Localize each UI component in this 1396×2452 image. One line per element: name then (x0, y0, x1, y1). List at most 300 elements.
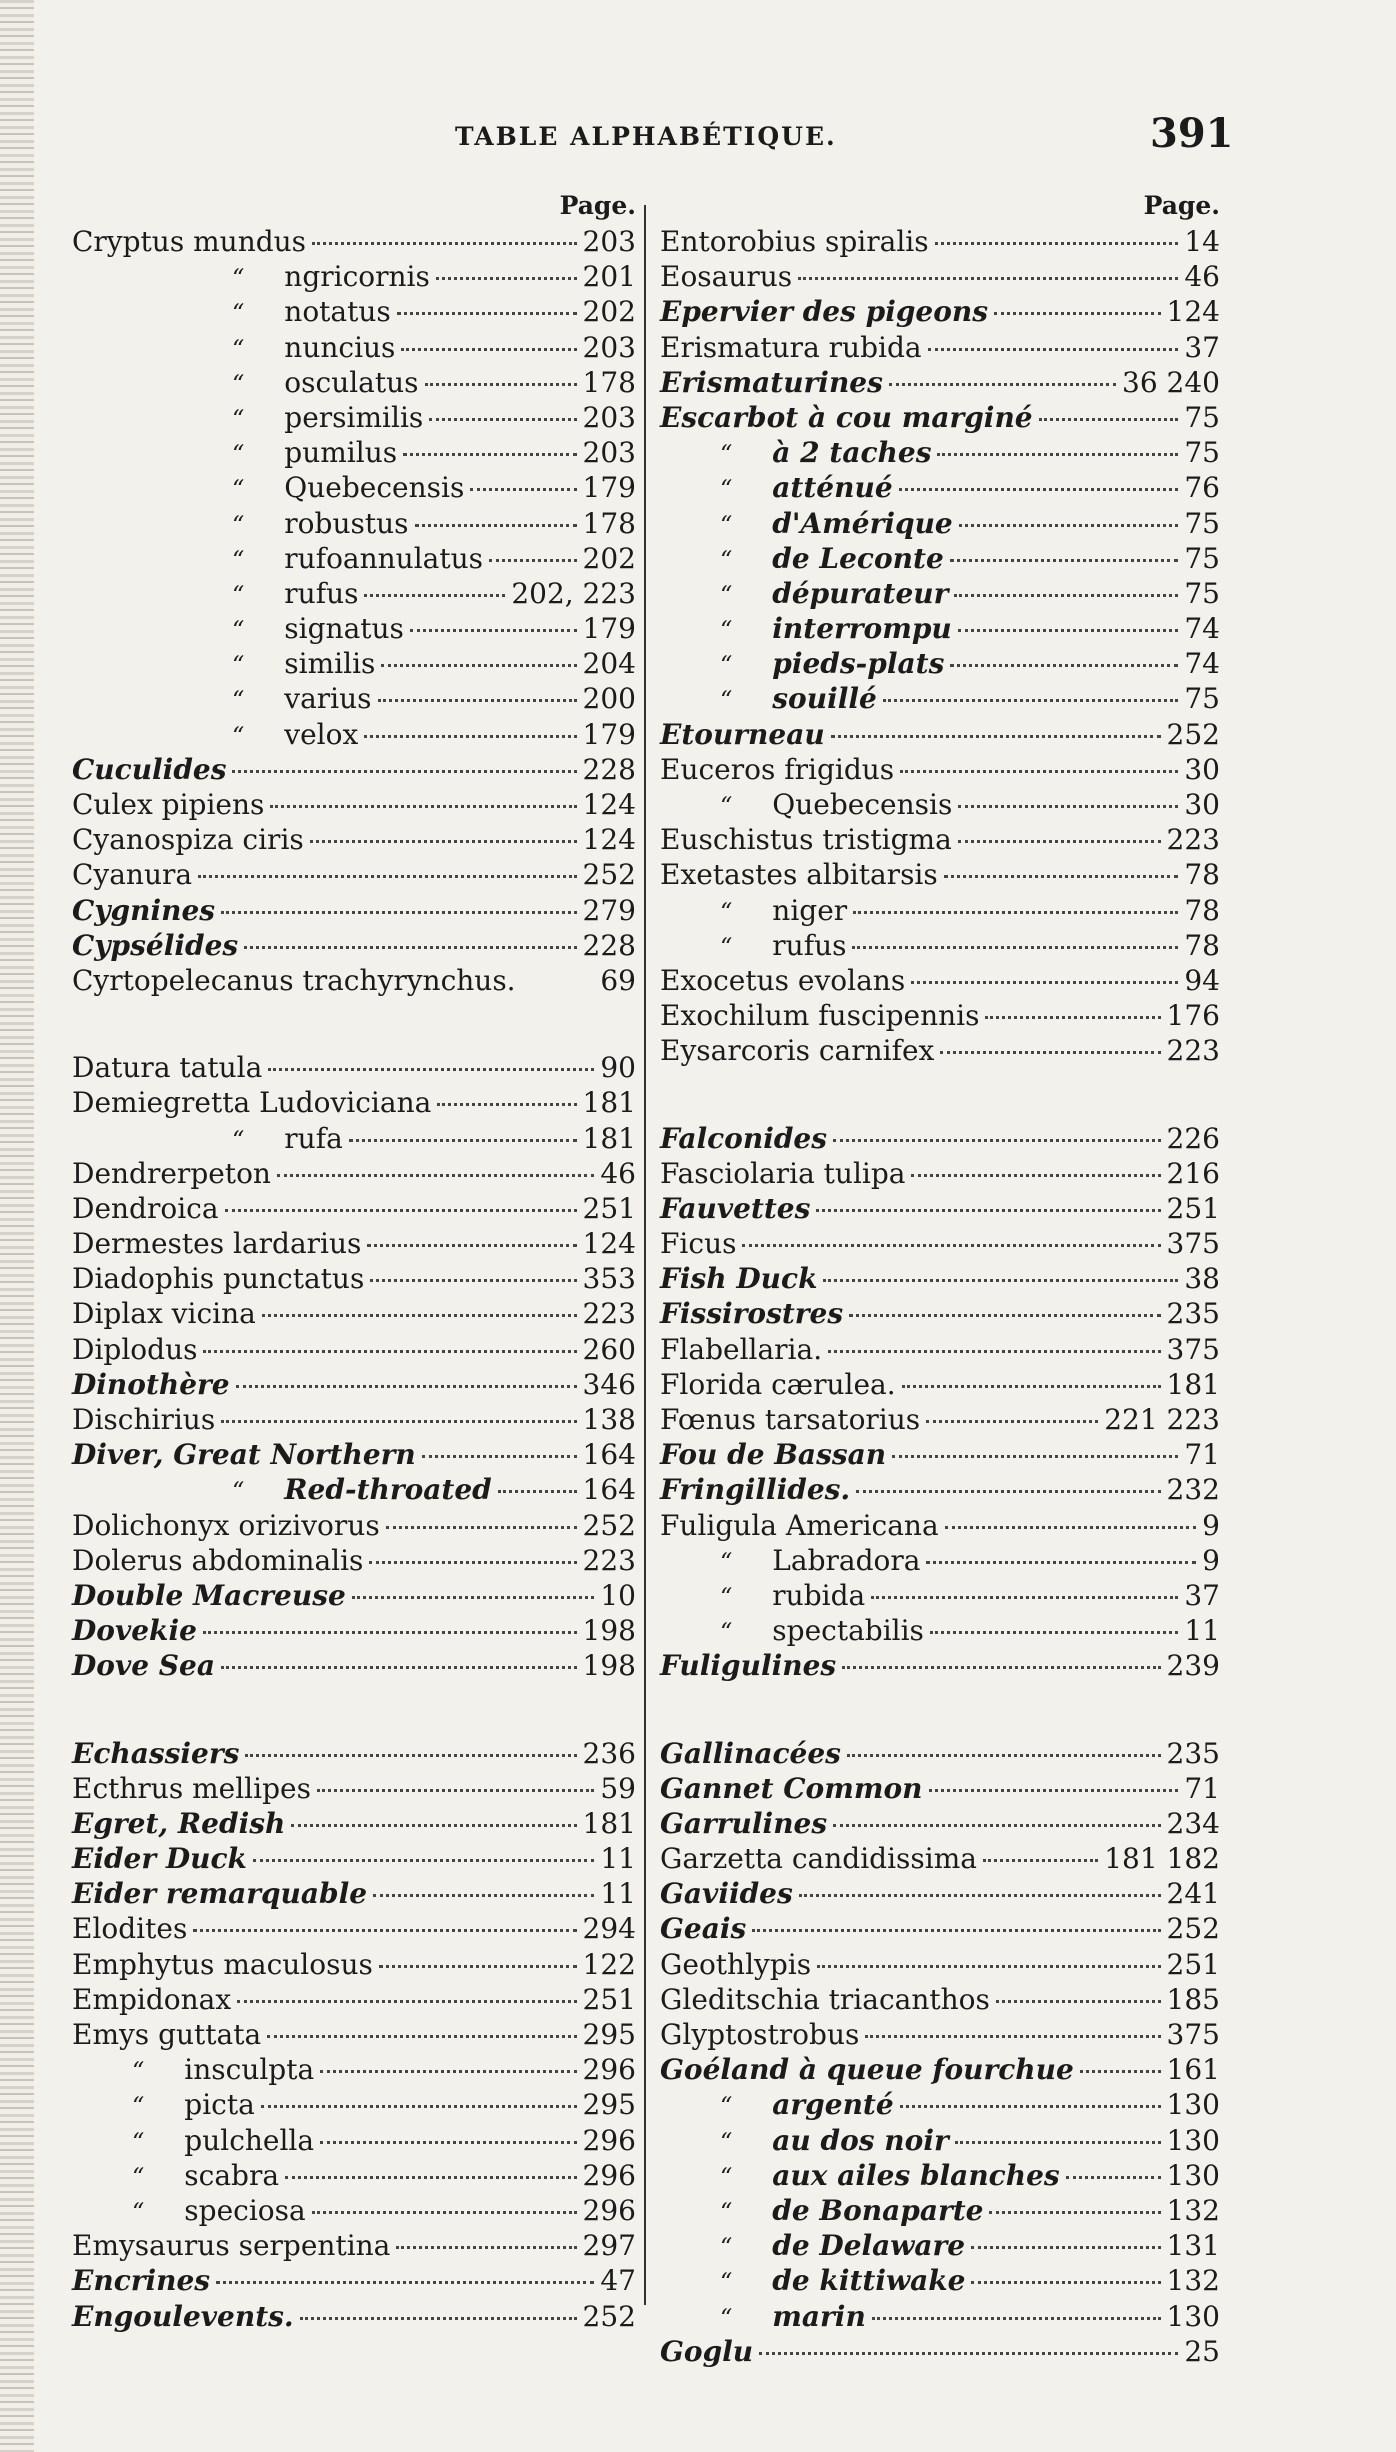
entry-name: Fish Duck (660, 1262, 818, 1296)
entry-pages: 185 (1166, 1982, 1220, 2016)
page-column-label: Page. (1143, 191, 1220, 220)
index-entry (72, 1050, 636, 1085)
index-entry (660, 1947, 1220, 1982)
index-entry (660, 224, 1220, 259)
entry-pages: 178 (582, 506, 636, 540)
entry-pages: 353 (582, 1262, 636, 1296)
entry-pages: 75 (1184, 682, 1220, 716)
index-entry (660, 1508, 1220, 1543)
dot-leader (937, 453, 1178, 456)
entry-pages: 138 (582, 1403, 636, 1436)
index-entry (660, 1543, 1220, 1578)
dot-leader (985, 1016, 1160, 1019)
entry-pages: 295 (582, 2018, 636, 2051)
entry-pages: 198 (582, 1614, 636, 1648)
dot-leader (244, 946, 576, 949)
index-entry (72, 611, 636, 646)
index-entry (660, 2087, 1220, 2122)
entry-pages: 130 (1166, 2158, 1220, 2192)
ditto-mark: “ (720, 475, 733, 504)
index-entry (660, 435, 1220, 470)
dot-leader (950, 559, 1179, 562)
entry-name: osculatus (284, 365, 419, 399)
dot-leader (828, 1350, 1160, 1353)
entry-name: Fauvettes (660, 1191, 811, 1225)
entry-pages: 78 (1184, 858, 1220, 892)
entry-pages: 181 (1166, 1367, 1220, 1401)
entry-name: Fuligulines (660, 1649, 837, 1683)
dot-leader (498, 1490, 577, 1493)
entry-pages: 296 (582, 2158, 636, 2192)
section-gap (72, 998, 636, 1050)
entry-pages: 279 (582, 893, 636, 927)
entry-name: Fœnus tarsatorius (660, 1403, 921, 1436)
dot-leader (930, 1631, 1178, 1634)
entry-name: Diver, Great Northern (72, 1438, 416, 1472)
index-entry (660, 998, 1220, 1033)
entry-pages: 223 (1166, 1034, 1220, 1068)
dot-leader (831, 735, 1161, 738)
ditto-mark: “ (232, 1477, 245, 1506)
entry-name: interrompu (772, 612, 952, 646)
dot-leader (752, 1929, 1160, 1932)
entry-pages: 241 (1166, 1877, 1220, 1911)
entry-name: Diadophis punctatus (72, 1262, 365, 1296)
ditto-mark: “ (232, 369, 245, 398)
entry-pages: 130 (1166, 2299, 1220, 2333)
entry-name: à 2 taches (772, 436, 932, 470)
entry-name: Gannet Common (660, 1771, 923, 1805)
entry-name: Cyanura (72, 858, 193, 892)
dot-leader (954, 594, 1178, 597)
entry-name: robustus (284, 506, 409, 540)
page-edge-shadow (0, 0, 34, 2452)
index-entry (660, 294, 1220, 329)
dot-leader (489, 559, 577, 562)
index-entry (72, 2158, 636, 2193)
entry-name: speciosa (184, 2193, 306, 2227)
dot-leader (425, 383, 577, 386)
entry-pages: 179 (582, 612, 636, 646)
index-entry (72, 435, 636, 470)
entry-name: notatus (284, 295, 391, 329)
dot-leader (833, 1139, 1161, 1142)
dot-leader (396, 2246, 576, 2249)
ditto-mark: “ (232, 334, 245, 363)
ditto-mark: “ (720, 2197, 733, 2226)
entry-pages: 202 (582, 295, 636, 329)
index-entry (72, 576, 636, 611)
dot-leader (193, 1929, 576, 1932)
dot-leader (415, 524, 577, 527)
entry-name: Glyptostrobus (660, 2018, 860, 2051)
entry-pages: 179 (582, 717, 636, 751)
dot-leader (436, 277, 577, 280)
dot-leader (300, 2317, 577, 2320)
entry-name: rubida (772, 1578, 866, 1612)
entry-pages: 181 (582, 1086, 636, 1120)
index-entry (72, 1437, 636, 1472)
entry-name: Eosaurus (660, 260, 793, 294)
index-entry (72, 1736, 636, 1771)
entry-pages: 223 (1166, 823, 1220, 857)
dot-leader (312, 2211, 577, 2214)
entry-pages: 202, 223 (511, 576, 636, 610)
index-entry (660, 646, 1220, 681)
entry-name: ngricornis (284, 260, 430, 294)
dot-leader (742, 1244, 1160, 1247)
entry-name: picta (184, 2088, 255, 2122)
index-column-right (660, 188, 1220, 2369)
dot-leader (994, 312, 1161, 315)
entry-pages: 260 (582, 1332, 636, 1366)
entry-pages: 124 (582, 823, 636, 857)
dot-leader (381, 664, 576, 667)
dot-leader (277, 1174, 594, 1177)
index-entry (72, 2087, 636, 2122)
entry-name: rufus (772, 928, 847, 962)
entry-name: Goéland à queue fourchue (660, 2053, 1074, 2087)
dot-leader (373, 1894, 594, 1897)
entry-name: marin (772, 2299, 866, 2333)
entry-name: Fissirostres (660, 1297, 844, 1331)
entry-name: Culex pipiens (72, 788, 265, 821)
dot-leader (237, 2000, 576, 2003)
entry-pages: 203 (582, 436, 636, 470)
dot-leader (983, 1859, 1098, 1862)
entry-name: Cuculides (72, 752, 227, 786)
entry-pages: 124 (582, 788, 636, 821)
entry-pages: 122 (582, 1947, 636, 1981)
entry-name: Falconides (660, 1121, 828, 1155)
entry-name: Cygnines (72, 893, 216, 927)
entry-name: de Leconte (772, 541, 944, 575)
entry-pages: 75 (1184, 400, 1220, 434)
entry-pages: 124 (1166, 295, 1220, 329)
page-number: 391 (1150, 110, 1234, 157)
dot-leader (261, 2105, 577, 2108)
entry-pages: 30 (1184, 788, 1220, 821)
index-entry (72, 752, 636, 787)
entry-name: Gaviides (660, 1877, 793, 1911)
index-entry (660, 2193, 1220, 2228)
index-entry (72, 717, 636, 752)
entry-name: Escarbot à cou marginé (660, 400, 1033, 434)
entry-name: Demiegretta Ludoviciana (72, 1086, 432, 1120)
dot-leader (944, 875, 1179, 878)
entry-name: Eider remarquable (72, 1877, 368, 1911)
entry-name: rufa (284, 1121, 343, 1155)
entry-name: Fou de Bassan (660, 1438, 887, 1472)
index-entry (660, 1806, 1220, 1841)
entry-name: Red-throated (284, 1473, 492, 1507)
index-entry (72, 2017, 636, 2052)
dot-leader (267, 2035, 576, 2038)
index-entry (660, 1332, 1220, 1367)
dot-leader (817, 1965, 1160, 1968)
entry-pages: 178 (582, 365, 636, 399)
entry-pages: 203 (582, 225, 636, 258)
ditto-mark: “ (232, 264, 245, 293)
entry-pages: 176 (1166, 999, 1220, 1033)
entry-name: Geothlypis (660, 1947, 812, 1981)
ditto-mark: “ (720, 897, 733, 926)
ditto-mark: “ (720, 545, 733, 574)
index-entry (660, 752, 1220, 787)
dot-leader (221, 1666, 577, 1669)
index-entry (660, 717, 1220, 752)
index-entry (660, 541, 1220, 576)
entry-pages: 71 (1184, 1771, 1220, 1805)
entry-pages: 203 (582, 400, 636, 434)
dot-leader (470, 488, 576, 491)
dot-leader (911, 1174, 1160, 1177)
entry-pages: 295 (582, 2088, 636, 2122)
entry-name: Cyanospiza ciris (72, 823, 304, 857)
index-entry (660, 1402, 1220, 1437)
dot-leader (225, 1209, 577, 1212)
dot-leader (950, 664, 1178, 667)
index-entry (660, 2052, 1220, 2087)
entry-pages: 11 (1184, 1614, 1220, 1648)
ditto-mark: “ (132, 2127, 145, 2156)
index-entry (72, 1911, 636, 1946)
entry-name: Cryptus mundus (72, 225, 307, 258)
entry-name: Eider Duck (72, 1842, 247, 1876)
entry-pages: 9 (1202, 1508, 1220, 1542)
entry-name: persimilis (284, 400, 424, 434)
index-entry (660, 1156, 1220, 1191)
dot-leader (1080, 2070, 1161, 2073)
index-entry (72, 1226, 636, 1261)
entry-name: Emys guttata (72, 2018, 262, 2051)
entry-pages: 38 (1184, 1262, 1220, 1296)
dot-leader (926, 1561, 1196, 1564)
index-entry (660, 2158, 1220, 2193)
entry-name: Erismaturines (660, 365, 883, 399)
dot-leader (203, 1350, 576, 1353)
index-entry (660, 1437, 1220, 1472)
index-entry (72, 2263, 636, 2298)
dot-leader (892, 1455, 1178, 1458)
entry-pages: 30 (1184, 752, 1220, 786)
ditto-mark: “ (720, 2268, 733, 2297)
dot-leader (955, 2141, 1161, 2144)
entry-pages: 124 (582, 1227, 636, 1261)
ditto-mark: “ (720, 510, 733, 539)
dot-leader (883, 699, 1179, 702)
entry-name: pulchella (184, 2123, 315, 2157)
ditto-mark: “ (720, 2127, 733, 2156)
entry-name: dépurateur (772, 576, 949, 610)
entry-name: scabra (184, 2158, 280, 2192)
entry-name: Engoulevents. (72, 2299, 294, 2333)
index-entry (660, 963, 1220, 998)
entry-name: Labradora (772, 1543, 921, 1577)
dot-leader (437, 1103, 576, 1106)
dot-leader (364, 594, 505, 597)
entry-pages: 161 (1166, 2053, 1220, 2087)
entry-pages: 181 (582, 1806, 636, 1840)
entry-name: d'Amérique (772, 506, 953, 540)
entry-name: Fasciolaria tulipa (660, 1156, 906, 1190)
entry-name: souillé (772, 682, 877, 716)
entry-pages: 223 (582, 1543, 636, 1577)
entry-pages: 78 (1184, 928, 1220, 962)
index-entry (72, 224, 636, 259)
entry-pages: 14 (1184, 225, 1220, 258)
entry-pages: 296 (582, 2123, 636, 2157)
index-entry (72, 470, 636, 505)
entry-name: Elodites (72, 1912, 188, 1946)
index-entry (660, 365, 1220, 400)
dot-leader (929, 1789, 1179, 1792)
entry-name: Empidonax (72, 1982, 232, 2016)
index-entry (72, 2052, 636, 2087)
entry-pages: 200 (582, 682, 636, 716)
entry-name: Gallinacées (660, 1736, 841, 1770)
entry-pages: 294 (582, 1912, 636, 1946)
entry-pages: 131 (1166, 2229, 1220, 2263)
entry-pages: 232 (1166, 1473, 1220, 1507)
dot-leader (926, 1420, 1098, 1423)
dot-leader (422, 1455, 577, 1458)
dot-leader (367, 1244, 576, 1247)
entry-name: Dinothère (72, 1367, 230, 1401)
entry-name: Dove Sea (72, 1649, 215, 1683)
entry-pages: 36 240 (1122, 365, 1220, 399)
entry-name: Dovekie (72, 1614, 197, 1648)
entry-name: Dermestes lardarius (72, 1227, 362, 1261)
dot-leader (397, 312, 577, 315)
entry-name: Encrines (72, 2264, 211, 2298)
entry-name: au dos noir (772, 2123, 949, 2157)
index-entry (72, 1543, 636, 1578)
dot-leader (945, 1526, 1197, 1529)
index-entry (72, 2123, 636, 2158)
entry-name: Goglu (660, 2334, 754, 2368)
entry-name: Exochilum fuscipennis (660, 999, 980, 1033)
entry-pages: 69 (600, 963, 636, 997)
dot-leader (971, 2281, 1160, 2284)
page-header (0, 110, 1396, 170)
entry-pages: 297 (582, 2229, 636, 2263)
entry-pages: 228 (582, 752, 636, 786)
entry-pages: 75 (1184, 506, 1220, 540)
entry-pages: 221 223 (1104, 1403, 1220, 1436)
dot-leader (940, 1051, 1160, 1054)
dot-leader (221, 911, 576, 914)
entry-pages: 71 (1184, 1438, 1220, 1472)
dot-leader (958, 805, 1178, 808)
index-entry (660, 822, 1220, 857)
entry-name: de kittiwake (772, 2264, 966, 2298)
entry-pages: 75 (1184, 436, 1220, 470)
dot-leader (823, 1279, 1178, 1282)
entry-name: Eysarcoris carnifex (660, 1034, 935, 1068)
index-entry (72, 330, 636, 365)
entry-pages: 11 (600, 1877, 636, 1911)
index-entry (660, 1613, 1220, 1648)
index-entry (72, 822, 636, 857)
entry-name: Epervier des pigeons (660, 295, 989, 329)
entry-name: pieds-plats (772, 647, 945, 681)
dot-leader (232, 770, 576, 773)
index-entry (72, 1402, 636, 1437)
entry-name: Euschistus tristigma (660, 823, 952, 857)
index-entry (72, 294, 636, 329)
index-entry (72, 1085, 636, 1120)
entry-name: varius (284, 682, 372, 716)
entry-pages: 202 (582, 541, 636, 575)
entry-pages: 181 (582, 1121, 636, 1155)
index-entry (72, 2299, 636, 2334)
index-entry (660, 506, 1220, 541)
entry-pages: 252 (582, 1508, 636, 1542)
entry-pages: 251 (1166, 1191, 1220, 1225)
entry-name: Emphytus maculosus (72, 1947, 373, 1981)
entry-name: spectabilis (772, 1614, 924, 1648)
dot-leader (958, 840, 1161, 843)
entry-name: Flabellaria. (660, 1332, 823, 1366)
dot-leader (236, 1385, 577, 1388)
entry-pages: 239 (1166, 1649, 1220, 1683)
ditto-mark: “ (132, 2057, 145, 2086)
ditto-mark: “ (232, 299, 245, 328)
entry-pages: 25 (1184, 2334, 1220, 2368)
index-entry (660, 1648, 1220, 1683)
dot-leader (928, 348, 1179, 351)
entry-name: Garzetta candidissima (660, 1842, 977, 1876)
ditto-mark: “ (720, 440, 733, 469)
entry-pages: 252 (582, 858, 636, 892)
index-entry (660, 1771, 1220, 1806)
entry-name: Entorobius spiralis (660, 225, 929, 258)
dot-leader (370, 1279, 576, 1282)
index-entry (660, 893, 1220, 928)
entry-name: de Bonaparte (772, 2193, 984, 2227)
index-entry (72, 2193, 636, 2228)
entry-name: Dendrerpeton (72, 1156, 271, 1190)
index-entry-list (72, 224, 636, 2334)
entry-pages: 132 (1166, 2193, 1220, 2227)
dot-leader (1066, 2176, 1161, 2179)
entry-pages: 90 (600, 1051, 636, 1085)
ditto-mark: “ (720, 1547, 733, 1576)
index-entry (660, 470, 1220, 505)
index-entry (660, 2228, 1220, 2263)
index-entry (660, 1226, 1220, 1261)
section-gap (660, 1684, 1220, 1736)
dot-leader (900, 770, 1178, 773)
entry-pages: 251 (582, 1982, 636, 2016)
index-entry (72, 541, 636, 576)
index-entry (660, 2334, 1220, 2369)
entry-name: similis (284, 647, 376, 681)
ditto-mark: “ (720, 651, 733, 680)
index-entry (660, 1578, 1220, 1613)
ditto-mark: “ (720, 2303, 733, 2332)
dot-leader (312, 242, 576, 245)
dot-leader (849, 1314, 1160, 1317)
entry-pages: 296 (582, 2193, 636, 2227)
ditto-mark: “ (232, 545, 245, 574)
index-entry (660, 611, 1220, 646)
entry-pages: 74 (1184, 612, 1220, 646)
index-entry (72, 1332, 636, 1367)
ditto-mark: “ (720, 932, 733, 961)
dot-leader (872, 2317, 1161, 2320)
